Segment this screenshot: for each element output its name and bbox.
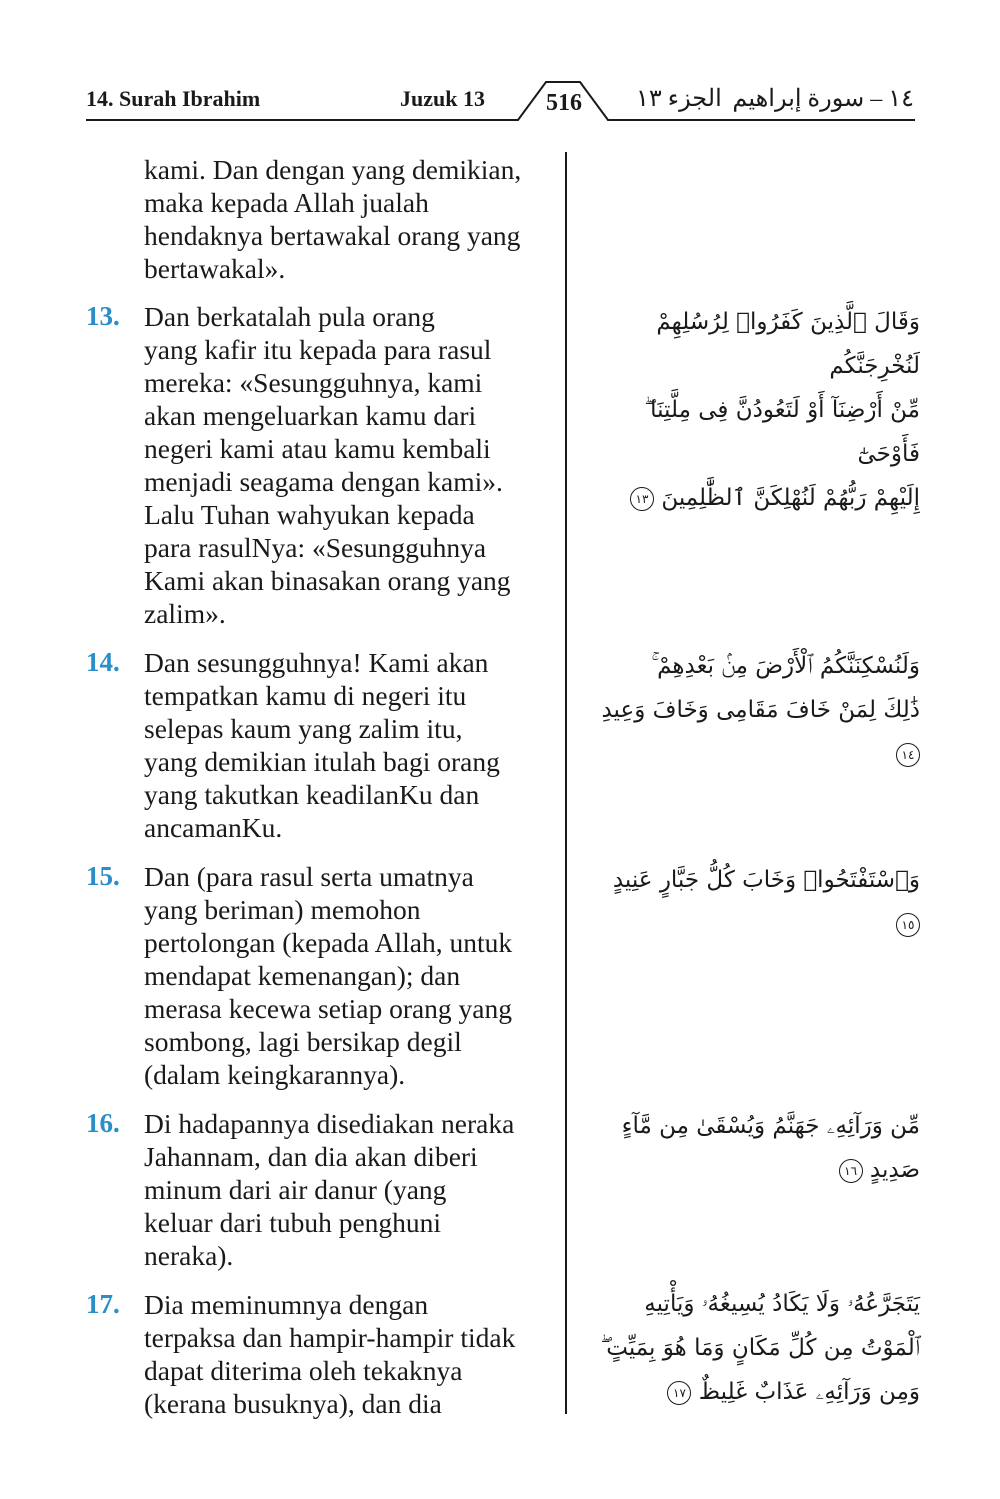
verse-end-marker: ١٥ <box>896 913 920 937</box>
verse-16-translation <box>86 1107 556 1272</box>
surah-title: 14. Surah Ibrahim <box>86 86 261 111</box>
juz-title: Juzuk 13 <box>400 86 485 111</box>
verse-end-marker: ١٧ <box>667 1381 691 1405</box>
verse-17-arabic <box>580 1282 920 1414</box>
verse-15-translation <box>86 860 556 1091</box>
arabic-text: وَلَنُسْكِنَنَّكُمُ ٱلْأَرْضَ مِنۢ بَعْدِهِمْ ۚ ذَٰلِكَ لِمَنْ خَافَ مَقَامِى وَخَافَ وَعِيدِ <box>601 653 920 723</box>
arabic-text: يَتَجَرَّعُهُۥ وَلَا يَكَادُ يُسِيغُهُۥ وَيَأْتِيهِ ٱلْمَوْتُ مِن كُلِّ مَكَانٍ وَمَا هُوَ بِمَيِّتٍ ۖ وَمِن وَرَآئِهِۦ عَذَابٌ غَلِيظٌ <box>600 1291 920 1405</box>
column-divider <box>565 152 567 1414</box>
translation-text: Dan berkatalah pula orang yang kafir itu kepada para rasul mereka: «Sesungguhnya, kami akan mengeluarkan kamu dari negeri kami atau kamu kembali menjadi seagama dengan kami». Lalu Tuhan wahyukan kepada para rasulNya: «Sesungguhnya Kami akan binasakan orang yang zalim». <box>144 301 511 629</box>
translation-text: kami. Dan dengan yang demikian, maka kepada Allah jualah hendaknya bertawakal orang yang bertawakal». <box>144 154 522 284</box>
verse-number: 17. <box>86 1289 120 1319</box>
verse-number: 14. <box>86 647 120 677</box>
verse-number: 13. <box>86 301 120 331</box>
verse-17-translation <box>86 1288 556 1420</box>
page-header <box>0 0 1000 130</box>
translation-text: Dia meminumnya dengan terpaksa dan hampir-hampir tidak dapat diterima oleh tekaknya (kerana busuknya), dan dia <box>144 1289 516 1419</box>
verse-end-marker: ١٦ <box>839 1159 863 1183</box>
verse-14-translation <box>86 646 556 844</box>
arabic-text: مِّن وَرَآئِهِۦ جَهَنَّمُ وَيُسْقَىٰ مِن مَّآءٍ صَدِيدٍ <box>621 1113 920 1183</box>
surah-title-arabic: ١٤ – سورة إبراهيم <box>732 86 914 112</box>
juz-title-arabic: الجزء ١٣ <box>636 86 722 112</box>
verse-end-marker: ١٤ <box>896 743 920 767</box>
arabic-text: وَقَالَ ٱلَّذِينَ كَفَرُوا۟ لِرُسُلِهِمْ لَنُخْرِجَنَّكُم مِّنْ أَرْضِنَآ أَوْ لَتَعُودُنَّ فِى مِلَّتِنَا ۖ فَأَوْحَىٰٓ إِلَيْهِمْ رَبُّهُمْ لَنُهْلِكَنَّ ٱلظَّٰلِمِينَ <box>644 309 920 511</box>
verse-13-translation <box>86 300 556 630</box>
translation-text: Dan sesungguhnya! Kami akan tempatkan kamu di negeri itu selepas kaum yang zalim itu, yang demikian itulah bagi orang yang takutkan keadilanKu dan ancamanKu. <box>144 647 500 843</box>
verse-13-arabic <box>580 300 920 520</box>
verse-16-arabic <box>580 1104 920 1192</box>
verse-number: 15. <box>86 861 120 891</box>
verse-end-marker: ١٣ <box>630 487 654 511</box>
continuation-text <box>86 153 556 285</box>
page-number: 516 <box>546 90 582 116</box>
arabic-text: وَٱسْتَفْتَحُوا۟ وَخَابَ كُلُّ جَبَّارٍ عَنِيدٍ <box>612 867 920 893</box>
translation-text: Di hadapannya disediakan neraka Jahannam, dan dia akan diberi minum dari air danur (yang keluar dari tubuh penghuni neraka). <box>144 1108 515 1271</box>
translation-text: Dan (para rasul serta umatnya yang beriman) memohon pertolongan (kepada Allah, untuk mendapat kemenangan); dan merasa kecewa setiap orang yang sombong, lagi bersikap degil (dalam keingkarannya). <box>144 861 513 1090</box>
verse-number: 16. <box>86 1108 120 1138</box>
verse-15-arabic <box>580 858 920 946</box>
verse-14-arabic <box>580 644 920 776</box>
